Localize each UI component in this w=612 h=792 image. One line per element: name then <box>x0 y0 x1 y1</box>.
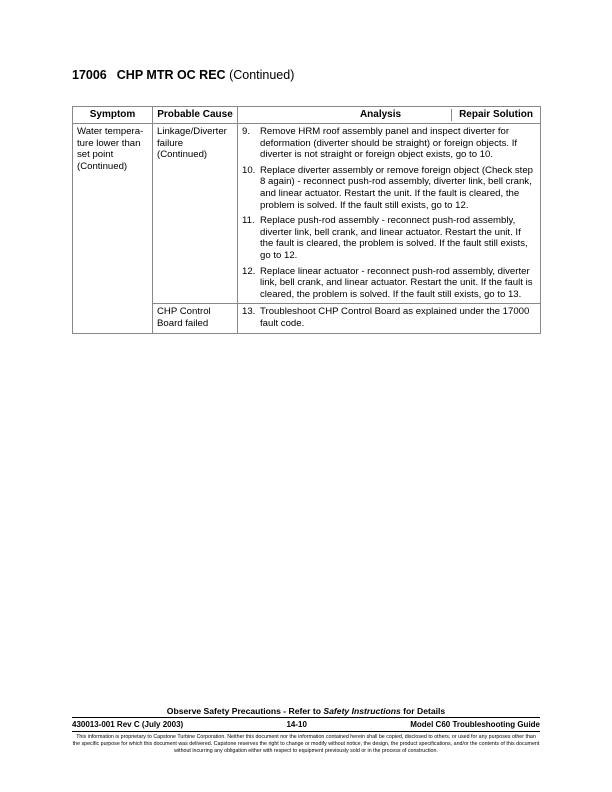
safety-prefix: Observe Safety Precautions - Refer to <box>166 706 324 716</box>
guide-title: Model C60 Troubleshooting Guide <box>410 720 540 729</box>
analysis-step <box>242 126 534 161</box>
step-number: 13. <box>242 306 256 318</box>
header-repair-solution: Repair Solution <box>451 109 540 121</box>
header-analysis: Analysis <box>359 109 402 120</box>
page-heading <box>72 68 294 82</box>
analysis-step <box>242 306 534 329</box>
table-row <box>73 124 541 304</box>
page-number: 14-10 <box>286 720 307 729</box>
header-symptom: Symptom <box>73 107 153 124</box>
cause-cell: CHP Control Board failed <box>153 304 238 333</box>
step-number: 9. <box>242 126 251 137</box>
step-text: Replace diverter assembly or remove foreign object (Check step 8 again) - reconnect push-rod assembly, diverter link, bell crank, and linear actuator. Restart the unit. If the fault is cleared, the problem is solved. If the fault still exists, go to 12. <box>260 164 534 211</box>
troubleshooting-table <box>72 106 541 334</box>
safety-notice <box>0 706 612 716</box>
fault-code: 17006 <box>72 68 107 82</box>
step-number: 10. <box>242 164 256 176</box>
safety-suffix: for Details <box>400 706 446 716</box>
footer-divider-bottom <box>72 731 540 732</box>
continued-label: (Continued) <box>229 68 295 82</box>
footer-divider-top <box>72 717 540 718</box>
step-text: Replace linear actuator - reconnect push-rod assembly, diverter link, bell crank, and linear actuator. Restart the unit. If the fault is cleared, the problem is solved. If the fault still exists, go to 13. <box>260 265 533 300</box>
analysis-step <box>242 165 534 211</box>
table-header-row <box>73 107 541 124</box>
fault-title: CHP MTR OC REC <box>116 68 226 82</box>
header-probable-cause: Probable Cause <box>153 107 238 124</box>
analysis-step <box>242 266 534 301</box>
step-number: 12. <box>242 265 256 277</box>
analysis-step <box>242 215 534 261</box>
header-analysis-repair <box>238 107 541 124</box>
analysis-cell <box>238 304 541 333</box>
safety-instructions-ref: Safety Instructions <box>323 706 401 716</box>
cause-cell: Linkage/Diverter failure (Continued) <box>153 124 238 304</box>
symptom-cell: Water tempera-ture lower than set point (Continued) <box>73 124 153 334</box>
step-number: 11. <box>242 215 255 227</box>
legal-notice: This information is proprietary to Capstone Turbine Corporation. Neither this document nor the information contained herein shall be copied, disclosed to others, or used for any purposes other than the specific purpose for which this document was delivered. Capstone reserves the right to change or modify without notice, the design, the product specifications, and/or the contents of this document without incurring any obligation either with respect to equipment previously sold or in the process of construction. <box>72 734 540 754</box>
footer-row <box>72 720 540 729</box>
document-number: 430013-001 Rev C (July 2003) <box>72 720 184 729</box>
step-text: Replace push-rod assembly - reconnect push-rod assembly, diverter link, bell crank, and linear actuator. Restart the unit. If the fault is cleared, the problem is solved. If the fault still exists, go to 12. <box>260 215 528 261</box>
analysis-cell <box>238 124 541 304</box>
step-text: Remove HRM roof assembly panel and inspect diverter for deformation (diverter should be straight) or foreign objects. If diverter is not straight or foreign object exists, go to 10. <box>260 126 518 161</box>
step-text: Troubleshoot CHP Control Board as explained under the 17000 fault code. <box>260 306 530 329</box>
